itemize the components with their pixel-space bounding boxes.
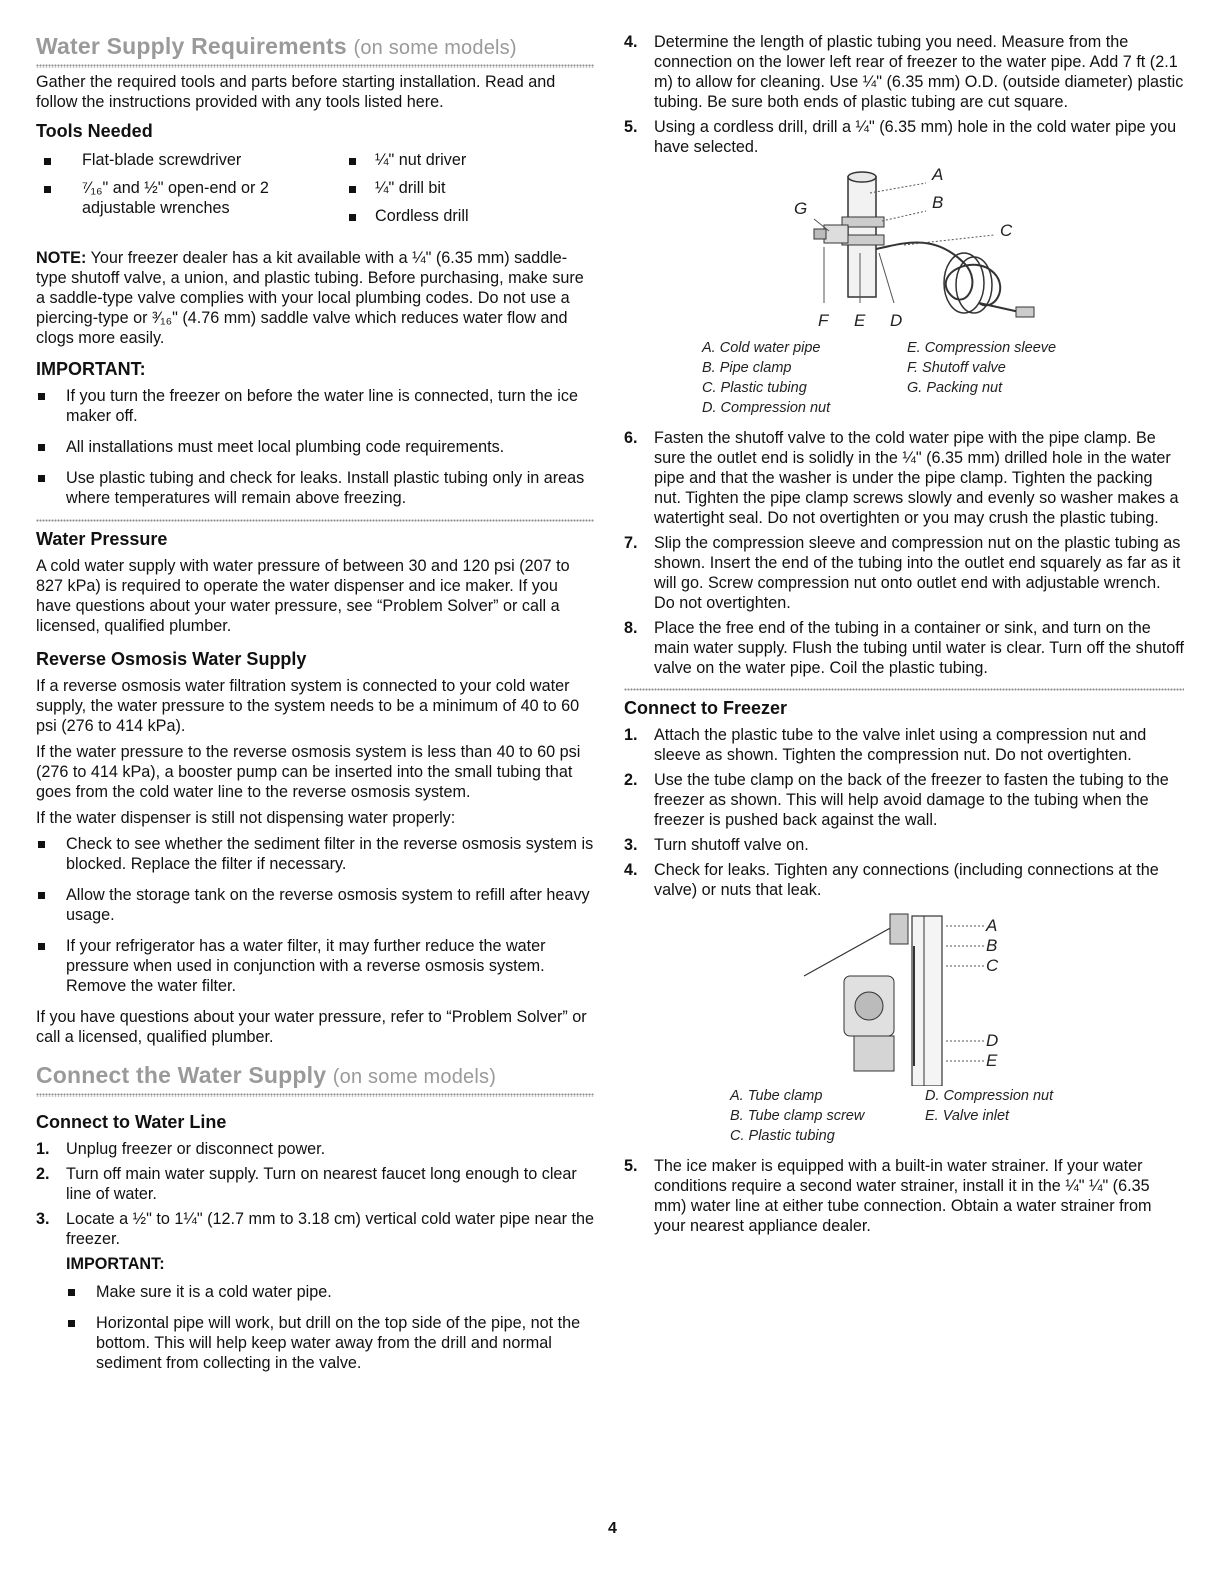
caption-line: B. Tube clamp screw (730, 1108, 865, 1124)
list-item: All installations must meet local plumbing code requirements. (36, 437, 594, 457)
list-item: Use plastic tubing and check for leaks. Install plastic tubing only in areas where temperatures will remain above freezing. (36, 468, 594, 508)
ro-list (36, 834, 594, 996)
list-item: If your refrigerator has a water filter, it may further reduce the water pressure when used in conjunction with a reverse osmosis system. Remove the water filter. (36, 936, 594, 996)
step3-important: IMPORTANT: Make sure it is a cold water pipe. Horizontal pipe will work, but drill on the top side of the pipe, not the bottom. This will help keep water away from the drill and normal sediment from collecting in the valve. (66, 1255, 594, 1373)
ro-paragraph: If the water pressure to the reverse osmosis system is less than 40 to 60 psi (276 to 414 kPa), a booster pump can be inserted into the small tubing that goes from the cold water line to the reverse osmosis system. (36, 743, 581, 801)
step-item: 1. Unplug freezer or disconnect power. (36, 1140, 326, 1158)
intro-paragraph: Gather the required tools and parts before starting installation. Read and follow the instructions provided with any tools listed here. (36, 73, 556, 111)
water-line-steps-continued-2 (624, 428, 1184, 678)
ro-paragraph: If you have questions about your water pressure, refer to “Problem Solver” or call a licensed, qualified plumber. (36, 1008, 587, 1046)
important-list (36, 386, 594, 508)
figure-label-c: C (986, 956, 999, 975)
page-number: 4 (608, 1520, 617, 1537)
ro-paragraph: If a reverse osmosis water filtration system is connected to your cold water supply, the water pressure to the system needs to be a minimum of 40 to 60 psi (276 to 414 kPa). (36, 677, 580, 735)
left-column (36, 26, 594, 1384)
list-item: If you turn the freezer on before the water line is connected, turn the ice maker off. (36, 386, 594, 426)
section-title-connect-water: Connect the Water Supply (on some models) (36, 1062, 497, 1088)
tool-item: Flat-blade screwdriver (36, 150, 341, 170)
step-item: 5. Using a cordless drill, drill a ¼" (6.35 mm) hole in the cold water pipe you have selected. (624, 118, 1177, 156)
list-item: Horizontal pipe will work, but drill on the top side of the pipe, not the bottom. This will help keep water away from the drill and normal sediment from collecting in the valve. (66, 1313, 594, 1373)
water-line-steps-continued (624, 32, 1184, 157)
water-line-steps (36, 1139, 594, 1249)
water-pressure-paragraph: A cold water supply with water pressure of between 30 and 120 psi (207 to 827 kPa) is required to operate the water dispenser and ice maker. If you have questions about your water pressure, see “Problem Solver” or call a licensed, qualified plumber. (36, 557, 570, 635)
step-item: 4. Check for leaks. Tighten any connections (including connections at the valve) or nuts that leak. (624, 861, 1159, 899)
caption-line: C. Plastic tubing (702, 380, 807, 396)
caption-line: A. Tube clamp (730, 1088, 823, 1104)
figure1-caption (702, 338, 1184, 418)
dotted-rule (36, 519, 594, 522)
right-column (624, 32, 1184, 1242)
caption-line: D. Compression nut (702, 400, 831, 416)
connect-water-line-heading: Connect to Water Line (36, 1112, 227, 1132)
tools-list (36, 150, 594, 234)
important-heading: IMPORTANT: (36, 359, 146, 379)
step-item: 2. Use the tube clamp on the back of the freezer to fasten the tubing to the freezer as shown. This will help avoid damage to the tubing when the freezer is pushed back against the wall. (624, 771, 1169, 829)
dotted-rule (36, 64, 594, 68)
ro-paragraph: If the water dispenser is still not dispensing water properly: (36, 809, 456, 827)
tube-clamp-figure (684, 906, 1184, 1086)
note-paragraph: NOTE: Your freezer dealer has a kit available with a ¼" (6.35 mm) saddle-type shutoff valve, a union, and plastic tubing. Before purchasing, make sure a saddle-type valve complies with your local plumbing codes. Do not use a piercing-type or ³⁄₁₆" (4.76 mm) saddle valve which reduces water flow and clogs more easily. (36, 249, 584, 347)
dotted-rule (624, 688, 1184, 691)
caption-line: G. Packing nut (907, 380, 1003, 396)
freezer-steps-continued (624, 1156, 1184, 1236)
figure-label-d: D (890, 311, 903, 330)
shutoff-valve-figure (664, 163, 1184, 338)
figure2-caption (730, 1086, 1184, 1146)
dotted-rule (36, 1093, 594, 1097)
tool-item: ¼" drill bit (341, 178, 469, 198)
freezer-steps (624, 725, 1184, 900)
caption-line: C. Plastic tubing (730, 1128, 835, 1144)
caption-line: A. Cold water pipe (702, 340, 821, 356)
caption-line: F. Shutoff valve (907, 360, 1006, 376)
caption-line: D. Compression nut (925, 1088, 1054, 1104)
figure-label-a: A (986, 916, 998, 935)
tool-item: Cordless drill (341, 206, 469, 226)
figure-label-e: E (986, 1051, 998, 1070)
step-item: 2. Turn off main water supply. Turn on nearest faucet long enough to clear line of water. (36, 1165, 577, 1203)
caption-line: E. Valve inlet (925, 1108, 1010, 1124)
step-item: 7. Slip the compression sleeve and compression nut on the plastic tubing as shown. Insert the end of the tubing into the outlet end squarely as far as it will go. Screw compression nut onto outlet end with adjustable wrench. Do not overtighten. (624, 534, 1181, 612)
tools-heading: Tools Needed (36, 121, 153, 141)
figure-label-b: B (986, 936, 998, 955)
figure-label-c: C (1000, 221, 1013, 240)
step-item: 8. Place the free end of the tubing in a container or sink, and turn on the main water supply. Flush the tubing until water is clear. Turn off the shutoff valve on the water pipe. Coil the plastic tubing. (624, 619, 1184, 677)
tube-clamp-illustration (684, 906, 1104, 1086)
caption-line: B. Pipe clamp (702, 360, 792, 376)
list-item: Make sure it is a cold water pipe. (66, 1282, 594, 1302)
step-item: 5. The ice maker is equipped with a built-in water strainer. If your water conditions require a second water strainer, install it in the ¼" ¼" (6.35 mm) water line at either tube connection. Obtain a water strainer from your nearest appliance dealer. (624, 1157, 1152, 1235)
figure-label-d: D (986, 1031, 999, 1050)
figure-label-f: F (818, 311, 829, 330)
tool-item: ¼" nut driver (341, 150, 469, 170)
step-item: 1. Attach the plastic tube to the valve inlet using a compression nut and sleeve as shown. Tighten the compression nut. Do not overtighten. (624, 726, 1147, 764)
list-item: Check to see whether the sediment filter in the reverse osmosis system is blocked. Replace the filter if necessary. (36, 834, 594, 874)
step-item: 3. Locate a ½" to 1¼" (12.7 mm to 3.18 cm) vertical cold water pipe near the freezer. (36, 1210, 594, 1248)
step-item: 4. Determine the length of plastic tubing you need. Measure from the connection on the lower left rear of freezer to the water pipe. Add 7 ft (2.1 m) to allow for cleaning. Use ¼" (6.35 mm) O.D. (outside diameter) plastic tubing. Be sure both ends of plastic tubing are cut square. (624, 33, 1184, 111)
caption-line: E. Compression sleeve (907, 340, 1057, 356)
figure-label-a: A (932, 165, 944, 184)
reverse-osmosis-heading: Reverse Osmosis Water Supply (36, 649, 307, 669)
figure-label-e: E (854, 311, 866, 330)
figure-label-g: G (794, 199, 808, 218)
water-pressure-heading: Water Pressure (36, 529, 168, 549)
connect-freezer-heading: Connect to Freezer (624, 698, 788, 718)
step-item: 3. Turn shutoff valve on. (624, 836, 809, 854)
shutoff-valve-illustration (664, 163, 1144, 338)
list-item: Allow the storage tank on the reverse osmosis system to refill after heavy usage. (36, 885, 594, 925)
step-item: 6. Fasten the shutoff valve to the cold water pipe with the pipe clamp. Be sure the outlet end is solidly in the ¼" (6.35 mm) drilled hole in the water pipe and that the washer is under the pipe clamp. Tighten the packing nut. Tighten the pipe clamp screws slowly and evenly so washer makes a watertight seal. Do not overtighten or you may crush the plastic tubing. (624, 429, 1179, 527)
tool-item: ⁷⁄₁₆" and ½" open-end or 2 adjustable wrenches (36, 178, 282, 218)
figure-label-b: B (932, 193, 944, 212)
section-title-water-supply: Water Supply Requirements (on some models) (36, 33, 517, 59)
